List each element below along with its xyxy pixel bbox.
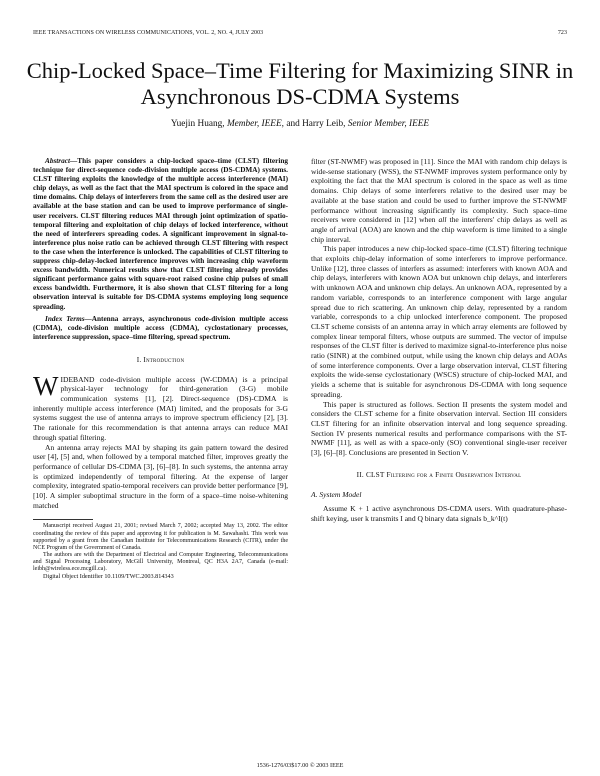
footnote-manuscript: Manuscript received August 21, 2001; revised March 7, 2002; accepted May 13, 2002. The editor coordinating the review of this paper and approving it for publication is M. Sawahashi. This work was supported by a grant from the Canadian Institute for Telecommunications Research (CITR), under the NCE Program of the Government of Canada. (33, 523, 288, 551)
footnote-divider (33, 519, 93, 520)
section-2-heading: II. CLST Filtering for a Finite Observation Interval (356, 469, 522, 479)
left-column (33, 157, 288, 581)
drop-cap: W (33, 370, 59, 401)
footnote-affiliation: The authors are with the Department of Electrical and Computer Engineering, Telecommunications and Signal Processing Laboratory, McGill University, Montreal, QC H3A 2A7, Canada (e-mail: leibh@wireless.ece.mcgill.ca). (33, 551, 288, 572)
subsection-a-heading: A. System Model (311, 489, 362, 499)
running-header (33, 30, 567, 40)
abstract (33, 157, 288, 312)
journal-info: IEEE TRANSACTIONS ON WIRELESS COMMUNICATIONS, VOL. 2, NO. 4, JULY 2003 (33, 30, 264, 36)
doi-line: Digital Object Identifier 10.1109/TWC.2003.814343 (43, 573, 174, 581)
right-paragraph-2: This paper introduces a new chip-locked space–time (CLST) filtering technique that exploits chip-delay information of some interferers to improve performance. Unlike [12], three classes of interfers as assumed: interferers with known AOA and chip delays, interferers with known AOA but unknown chip delays, and interferers with unknown AOA and unknown chip delays. An unknown AOA, represented by a random variable, corresponds to an interference component with large angular spread due to rich scattering. An unknown chip delay, represented by a random variable, corresponds to a chip unlocked interference component. The proposed CLST scheme consists of an antenna array in which array elements are followed by complex linear temporal filters, whose outputs are summed. The vector of impulse responses of the CLST filter is derived to maximize signal-to-interference plus noise ratio (SINR) at the combined output, while using the known chip delays and AOAs of some interference components. Over a large observation interval, CLST filtering exploits the wide-sense cyclostationary (WSCS) structure of chip-locked MAI, and yields a scheme that is suitable for asynchronous DS-CDMA with long sequence spreading. (311, 244, 567, 399)
abstract-label: Abstract— (45, 157, 78, 165)
index-terms-label: Index Terms— (45, 314, 92, 323)
right-column (311, 157, 567, 524)
abstract-text: This paper considers a chip-locked space–time (CLST) filtering technique for direct-sequence code-division multiple access (DS-CDMA) systems. CLST filtering exploits the knowledge of the multiple access interference (MAI) chip delays, as well as the fact that the MAI spectrum is colored in the space and time domains. Chip delays of interferers from the same cell as the desired user are available at the base station and can be used to improve performance of single-user receivers. CLST filtering reduces MAI through joint optimization of spatio-temporal filtering and exploitation of chip delays of locked interference, without the need of interferers spreading codes. A significant improvement in signal-to-interference plus noise ratio can be achieved through CLST filtering with respect to the case when the interference is unlocked. The capabilities of CLST filtering to suppress chip-delay-locked interference improves with increasing chip waveform excess bandwidth. Numerical results show that CLST filtering already provides significant performance gains with square-root raised cosine chip pulses of small excess bandwidth. Furthermore, it is also shown that CLST filtering for a long observation interval is suitable for DS-CDMA systems employing long sequence spreading. (33, 157, 288, 311)
author-conjunction: and Harry Leib, (286, 119, 346, 129)
index-terms-text: Antenna arrays, asynchronous code-division multiple access (CDMA), code-division multiple access (CDMA), cyclostationary processes, interference suppression, space–time filtering, spread spectrum. (33, 314, 288, 341)
right-paragraph-1-tail: the interferers' chip delays as well as angle of arrival (AOA) are known and the chip waveform is time limited to a single chip interval. (311, 215, 568, 244)
emphasis-all: all (438, 215, 447, 225)
section-1-heading: I. Introduction (136, 354, 185, 364)
page-number: 723 (557, 30, 567, 36)
intro-paragraph-1-text: IDEBAND code-division multiple access (W-CDMA) is a principal physical-layer technology for third-generation (3-G) mobile communication systems [1], [2]. Direct-sequence (DS)-CDMA is inherently multiple access interference (MAI) limited, and the proposals for 3-G systems suggest the use of antenna arrays to improve spectrum efficiency [2], [3]. The rationale for this recommendation is that antenna arrays can reduce MAI through spatial filtering. (33, 374, 288, 442)
right-paragraph-1-text: filter (ST-NWMF) was proposed in [11]. Since the MAI with random chip delays is wide-sense stationary (WSS), the ST-NWMF improves system performance only by exploiting the fact that the MAI spectrum is colored in the space as well as time domains. Chip delays of some interferers relative to the desired user may be available at the base station and could be used to further improve the ST-NWMF performance without increasing significantly its complexity. Such space–time receivers were considered in [12] when (311, 157, 567, 225)
right-paragraph-4: Assume K + 1 active asynchronous DS-CDMA users. With quadrature-phase-shift keying, user k transmits I and Q binary data signals b_k^I(t) (311, 504, 567, 523)
author-1: Yuejin Huang, (170, 119, 225, 129)
copyright-footer: 1536-1276/03$17.00 © 2003 IEEE (256, 762, 344, 769)
right-paragraph-3: This paper is structured as follows. Section II presents the system model and considers the CLST scheme for a finite observation interval. Section III considers CLST filtering for an infinite observation interval and long sequence spreading. Section IV presents numerical results and performance comparisons with the ST-NWMF [11], as well as with a space-only (SO) conventional single-user receiver [3], [6]–[8]. Conclusions are presented in Section V. (311, 399, 567, 458)
author-1-grade: Member, IEEE, (226, 119, 284, 129)
index-terms (33, 315, 288, 342)
intro-paragraph-1 (33, 370, 288, 443)
author-2-grade: Senior Member, IEEE (347, 119, 430, 129)
right-paragraph-1 (311, 157, 567, 244)
paper-title: Chip-Locked Space–Time Filtering for Maximizing SINR in Asynchronous DS-CDMA Systems (26, 58, 574, 109)
author-line (20, 119, 580, 129)
intro-paragraph-2: An antenna array rejects MAI by shaping its gain pattern toward the desired user [4], [5] and, when followed by a temporal matched filter, improves greatly the performance of cellular DS-CDMA [3], [6]–[8]. In such systems, the antenna array is optimized independently of temporal filtering. At the expense of larger complexity, integrated spatio-temporal receivers can provide better performance [9], [10]. A simpler suboptimal structure in the form of a space–time noise-whitening matched (33, 442, 288, 510)
